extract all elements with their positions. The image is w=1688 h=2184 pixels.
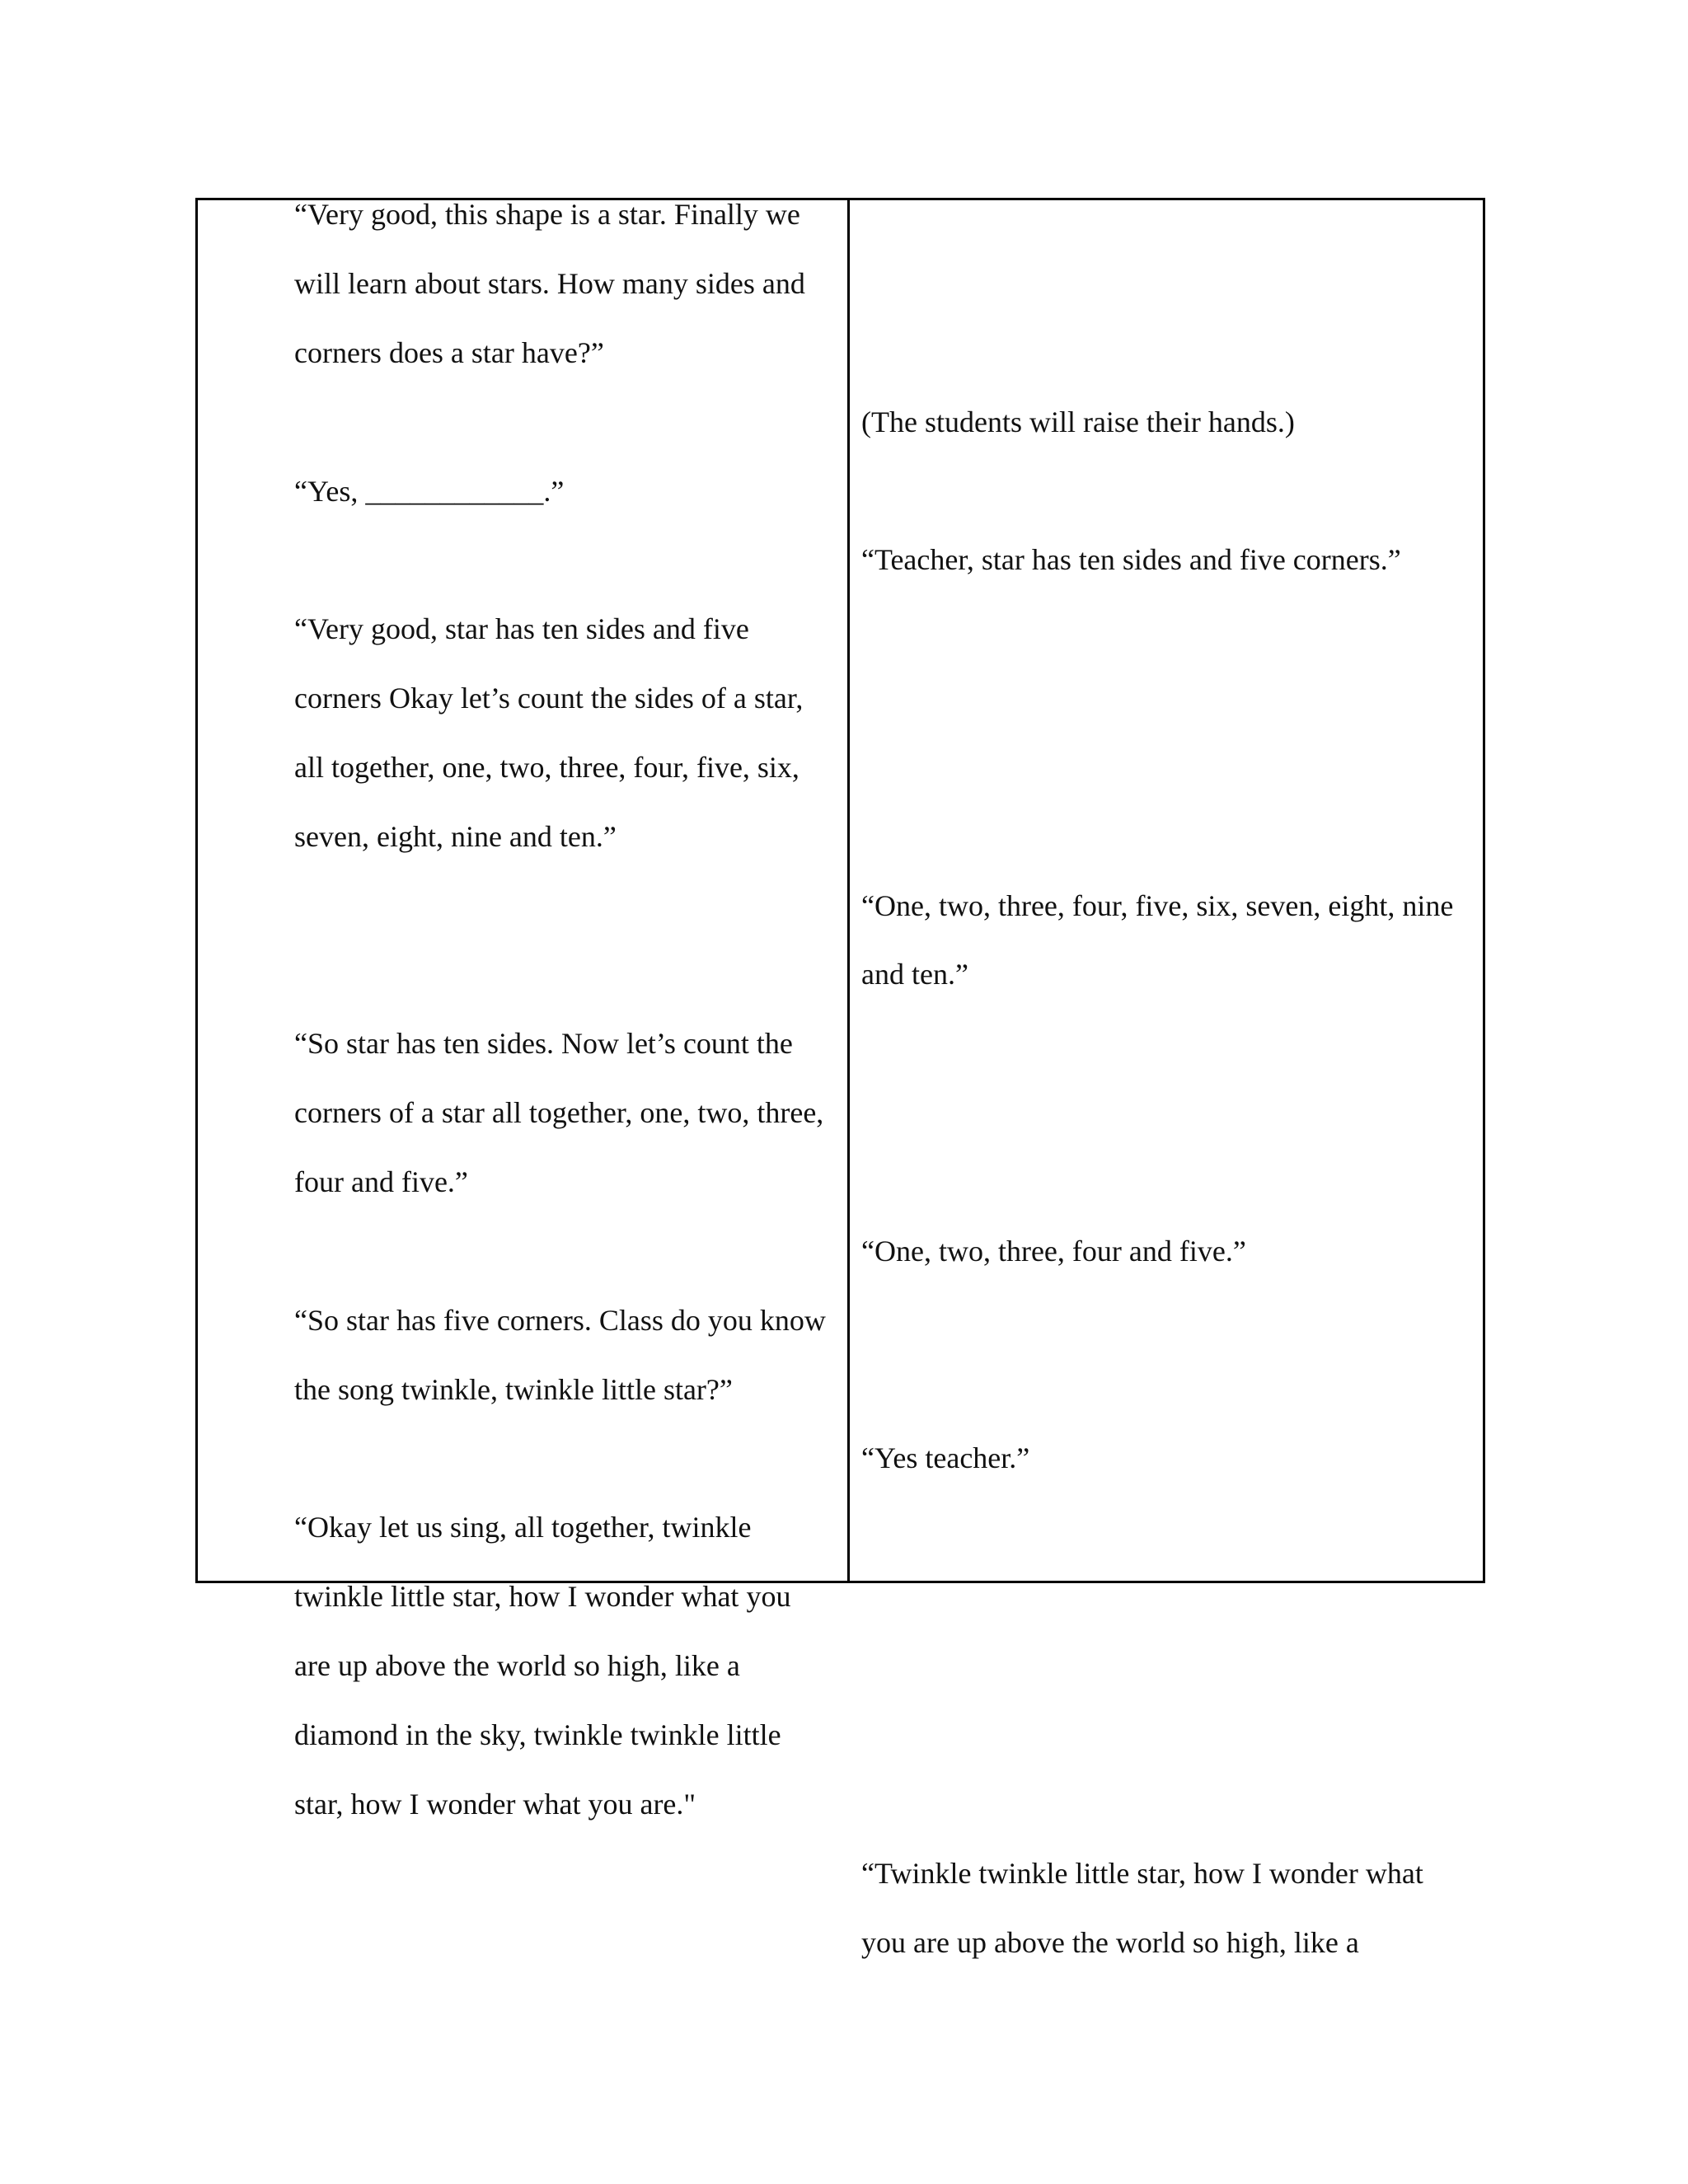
teacher-line: “Very good, star has ten sides and five [294, 612, 749, 645]
teacher-line: “Yes, ____________.” [294, 475, 565, 508]
student-line: (The students will raise their hands.) [861, 405, 1295, 438]
teacher-line: seven, eight, nine and ten.” [294, 820, 617, 853]
teacher-line: “Okay let us sing, all together, twinkle [294, 1511, 752, 1544]
student-line: you are up above the world so high, like a [861, 1926, 1359, 1959]
teacher-line: corners Okay let’s count the sides of a star, [294, 682, 804, 715]
student-line: and ten.” [861, 958, 968, 991]
student-line: “One, two, three, four and five.” [861, 1235, 1246, 1268]
student-line: “One, two, three, four, five, six, seven, eight, nine [861, 889, 1454, 922]
teacher-line: the song twinkle, twinkle little star?” [294, 1373, 733, 1406]
teacher-line: are up above the world so high, like a [294, 1649, 740, 1682]
teacher-line: “Very good, this shape is a star. Finally we [294, 198, 800, 231]
teacher-line: diamond in the sky, twinkle twinkle little [294, 1718, 781, 1751]
student-line: “Twinkle twinkle little star, how I wonder what [861, 1857, 1423, 1890]
student-line: “Yes teacher.” [861, 1441, 1030, 1474]
teacher-line: “So star has ten sides. Now let’s count the [294, 1027, 793, 1060]
teacher-line: four and five.” [294, 1165, 468, 1198]
teacher-line: star, how I wonder what you are." [294, 1788, 696, 1821]
teacher-line: “So star has five corners. Class do you know [294, 1304, 826, 1337]
student-line: “Teacher, star has ten sides and five corners.” [861, 543, 1401, 576]
teacher-line: twinkle little star, how I wonder what you [294, 1580, 791, 1613]
column-divider [847, 200, 850, 1581]
teacher-line: corners does a star have?” [294, 336, 604, 369]
teacher-line: all together, one, two, three, four, five, six, [294, 751, 799, 784]
teacher-line: will learn about stars. How many sides and [294, 267, 805, 300]
teacher-line: corners of a star all together, one, two, three, [294, 1096, 824, 1129]
